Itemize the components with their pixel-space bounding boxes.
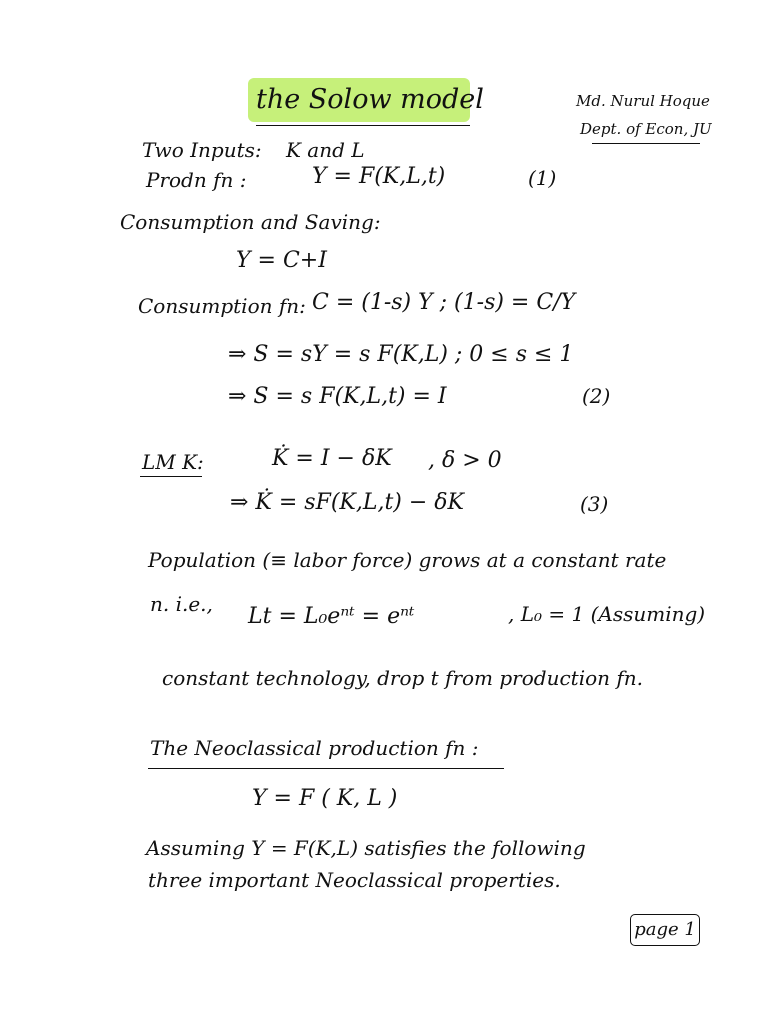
neoclassical-heading: The Neoclassical production fn : [150, 736, 479, 760]
initial-labor-assumption: , L₀ = 1 (Assuming) [508, 602, 706, 626]
labor-growth-equation: Lt = L₀eⁿᵗ = eⁿᵗ [248, 604, 415, 629]
consumption-fn-equation: C = (1-s) Y ; (1-s) = C/Y [312, 290, 576, 315]
consumption-fn-label: Consumption fn: [138, 294, 306, 318]
author-dept: Dept. of Econ, JU [580, 120, 712, 138]
dept-underline [592, 143, 700, 144]
saving-equation: ⇒ S = sY = s F(K,L) ; 0 ≤ s ≤ 1 [228, 342, 574, 367]
neoclassical-line-1: Assuming Y = F(K,L) satisfies the following [146, 836, 586, 860]
equation-number-2: (2) [582, 384, 611, 408]
prodn-equation: Y = F(K,L,t) [312, 164, 446, 189]
consumption-saving-heading: Consumption and Saving: [120, 210, 381, 234]
neoclassical-underline [148, 768, 504, 769]
equation-number-1: (1) [528, 166, 557, 190]
page-number-box: page 1 [630, 914, 700, 946]
inputs-value: K and L [286, 138, 365, 162]
neoclassical-line-2: three important Neoclassical properties. [148, 868, 561, 892]
author-name: Md. Nurul Hoque [576, 92, 710, 110]
population-ie: n. i.e., [150, 592, 213, 616]
constant-technology-line: constant technology, drop t from production fn. [162, 666, 644, 690]
lmk-label: LM K: [142, 450, 204, 474]
depreciation-condition: , δ > 0 [428, 448, 502, 473]
inputs-label: Two Inputs: [142, 138, 262, 162]
capital-accumulation-equation: K̇ = I − δK [272, 446, 392, 471]
capital-dynamics-equation: ⇒ K̇ = sF(K,L,t) − δK [230, 490, 464, 515]
equation-number-3: (3) [580, 492, 609, 516]
lmk-underline [140, 476, 202, 477]
saving-investment-equation: ⇒ S = s F(K,L,t) = I [228, 384, 447, 409]
income-identity: Y = C+I [236, 248, 327, 273]
prodn-label: Prodn fn : [146, 168, 247, 192]
page-title: the Solow model [256, 84, 484, 115]
neoclassical-equation: Y = F ( K, L ) [252, 786, 398, 811]
population-line: Population (≡ labor force) grows at a constant rate [148, 548, 667, 572]
title-underline [256, 125, 470, 126]
